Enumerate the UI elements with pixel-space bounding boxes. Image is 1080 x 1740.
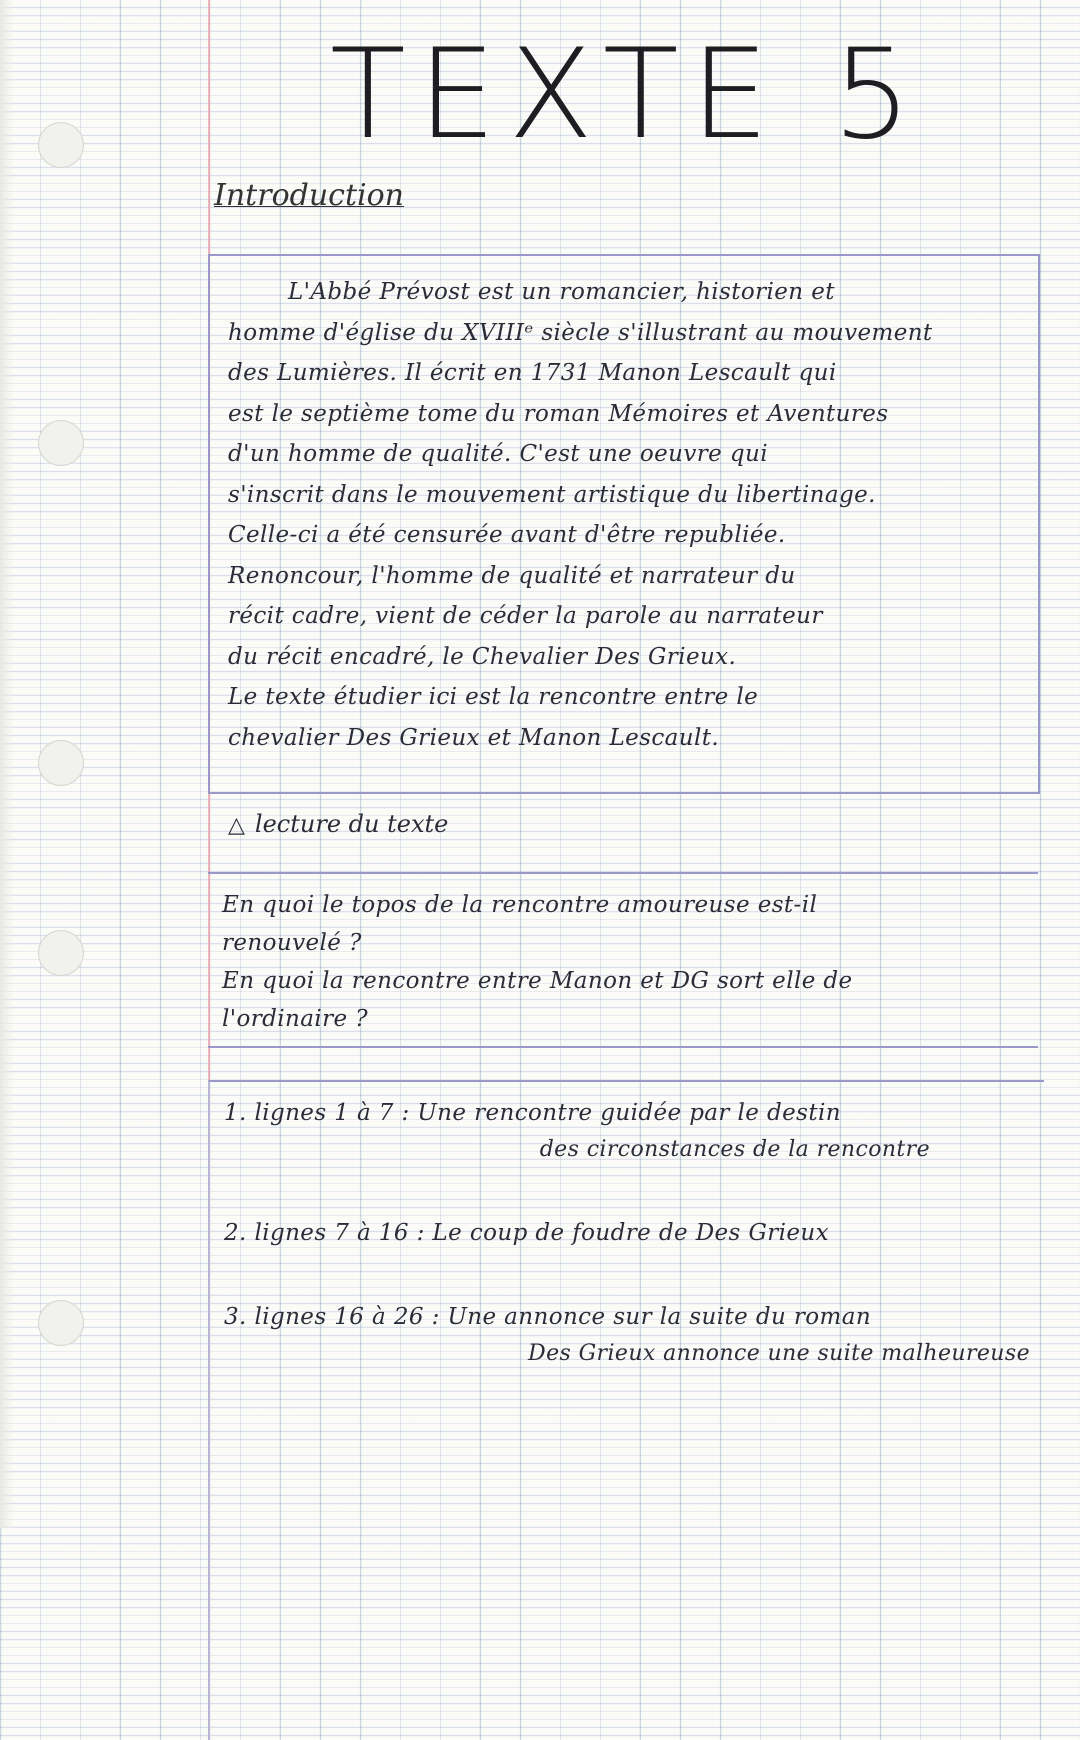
sheet-edge <box>0 0 14 1528</box>
binder-hole <box>38 930 84 976</box>
intro-line: homme d'église du XVIIIᵉ siècle s'illustrant au mouvement <box>228 319 933 346</box>
intro-line: du récit encadré, le Chevalier Des Grieux. <box>228 643 737 670</box>
intro-line: Le texte étudier ici est la rencontre entre le <box>228 684 759 710</box>
plan-subitem: Des Grieux annonce une suite malheureuse <box>528 1341 1030 1366</box>
problem-line: renouvelé ? <box>222 930 362 956</box>
intro-line: L'Abbé Prévost est un romancier, historien et <box>288 279 835 305</box>
binder-hole <box>38 740 84 786</box>
plan-box <box>208 1080 1044 1740</box>
problematic-box <box>208 872 1038 1048</box>
problem-line: En quoi le topos de la rencontre amoureuse est-il <box>222 892 818 918</box>
intro-heading: Introduction <box>214 178 404 213</box>
problem-line: l'ordinaire ? <box>222 1006 368 1032</box>
intro-line: chevalier Des Grieux et Manon Lescault. <box>228 724 720 751</box>
intro-line: est le septième tome du roman Mémoires et Aventures <box>228 400 889 427</box>
problem-line: En quoi la rencontre entre Manon et DG sort elle de <box>222 968 853 994</box>
binder-hole <box>38 1300 84 1346</box>
binder-hole <box>38 122 84 168</box>
intro-box <box>208 254 1040 794</box>
binder-hole <box>38 420 84 466</box>
lecture-label: lecture du texte <box>254 810 449 838</box>
intro-line: Renoncour, l'homme de qualité et narrateur du <box>228 562 796 589</box>
plan-item: 1. lignes 1 à 7 : Une rencontre guidée par le destin <box>224 1100 841 1126</box>
page-title: TEXTE 5 <box>330 23 924 167</box>
lecture-note <box>228 810 448 838</box>
plan-item: 2. lignes 7 à 16 : Le coup de foudre de Des Grieux <box>224 1220 829 1246</box>
intro-line: récit cadre, vient de céder la parole au narrateur <box>228 603 823 629</box>
intro-line: des Lumières. Il écrit en 1731 Manon Lescault qui <box>228 360 837 386</box>
plan-subitem: des circonstances de la rencontre <box>539 1137 930 1162</box>
intro-line: d'un homme de qualité. C'est une oeuvre qui <box>228 441 768 467</box>
plan-item: 3. lignes 16 à 26 : Une annonce sur la suite du roman <box>224 1304 872 1330</box>
intro-line: s'inscrit dans le mouvement artistique du libertinage. <box>228 481 876 508</box>
intro-line: Celle-ci a été censurée avant d'être republiée. <box>228 522 786 548</box>
warning-triangle-icon: △ <box>228 813 245 838</box>
